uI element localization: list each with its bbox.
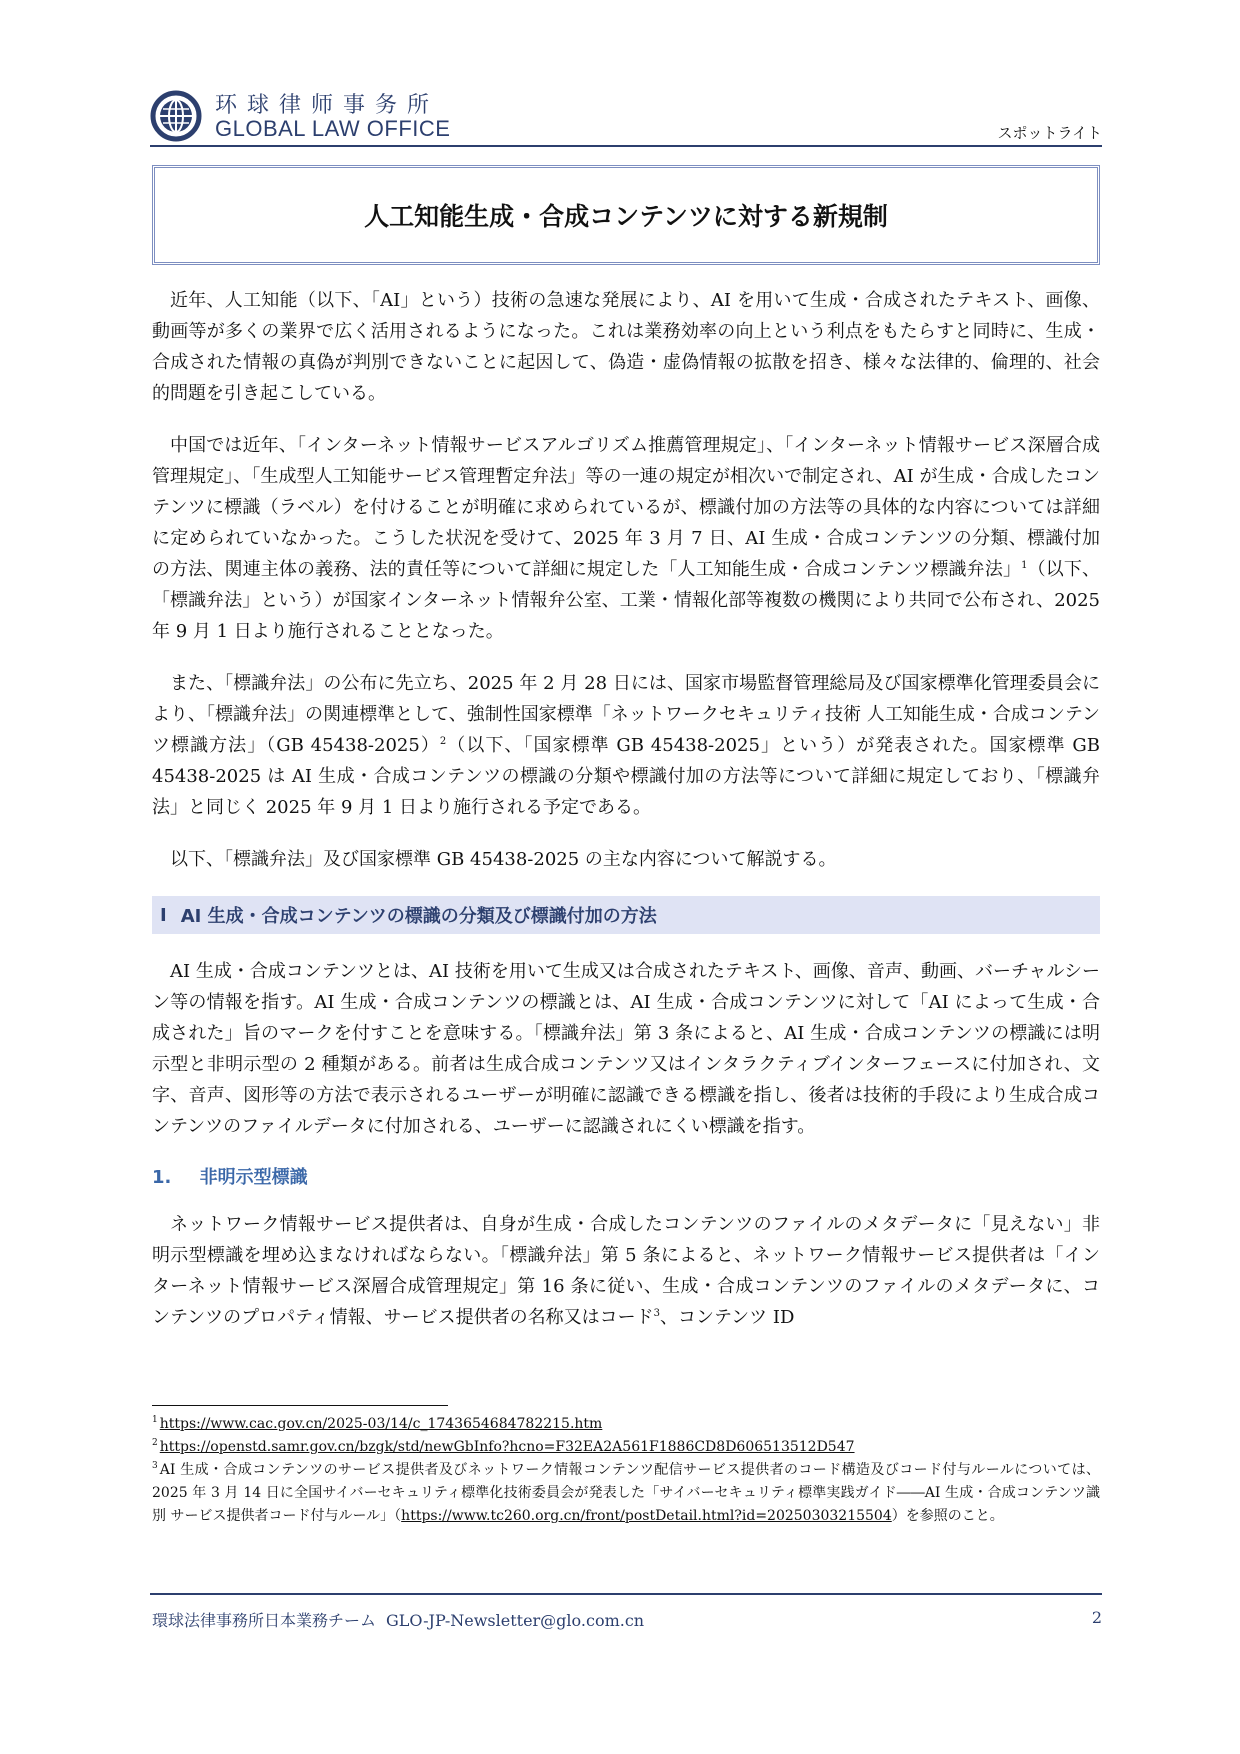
paragraph-text: また、「標識弁法」の公布に先立ち、2025 年 2 月 28 日には、国家市場監督管理総局及び国家標準化管理委員会により、「標識弁法」の関連標準として、強制性国家標準「ネットワークセキュリティ技術 人工知能生成・合成コンテンツ標識方法」（GB 45438-2025） — [152, 673, 1100, 756]
footnote-ref[interactable]: 1 — [1021, 560, 1028, 571]
footer-email[interactable]: GLO-JP-Newsletter@glo.com.cn — [386, 1611, 645, 1630]
globe-logo-icon — [150, 90, 202, 142]
footnote-text: AI 生成・合成コンテンツのサービス提供者及びネットワーク情報コンテンツ配信サービス提供者のコード構造及びコード付与ルールについては、2025 年 3 月 14 日に全国サイバーセキュリティ標準化技術委員会が発表した「サイバーセキュリティ標準実践ガイド――AI 生成・合成コンテンツ識別 サービス提供者コード付与ルール」（ — [152, 1462, 1100, 1524]
footnote-2 — [152, 1436, 1100, 1459]
paragraph-text: ネットワーク情報サービス提供者は、自身が生成・合成したコンテンツのファイルのメタデータに「見えない」非明示型標識を埋め込まなければならない。「標識弁法」第 5 条によると、ネットワーク情報サービス提供者は「インターネット情報サービス深層合成管理規定」第 16 条に従い、生成・合成コンテンツのファイルのメタデータに、コンテンツのプロパティ情報、サービス提供者の名称又はコード — [152, 1214, 1100, 1328]
footnote-text: ）を参照のこと。 — [891, 1508, 1004, 1524]
page-number: 2 — [1091, 1608, 1102, 1627]
paragraph-implicit-label — [152, 1209, 1100, 1333]
footer-contact — [152, 1608, 644, 1631]
footnote-link[interactable]: https://www.cac.gov.cn/2025-03/14/c_1743654684782215.htm — [159, 1416, 603, 1432]
footnote-ref[interactable]: 3 — [653, 1308, 661, 1319]
footnote-link[interactable]: https://openstd.samr.gov.cn/bzgk/std/newGbInfo?hcno=F32EA2A561F1886CD8D606513512D547 — [159, 1439, 855, 1455]
paragraph-definition: AI 生成・合成コンテンツとは、AI 技術を用いて生成又は合成されたテキスト、画像、音声、動画、バーチャルシーン等の情報を指す。AI 生成・合成コンテンツの標識とは、AI 生成・合成コンテンツに対して「AI によって生成・合成された」旨のマークを付すことを意味する。「標識弁法」第 3 条によると、AI 生成・合成コンテンツの標識には明示型と非明示型の 2 種類がある。前者は生成合成コンテンツ又はインタラクティブインターフェースに付加され、文字、音声、図形等の方法で表示されるユーザーが明確に認識できる標識を指し、後者は技術的手段により生成合成コンテンツのファイルデータに付加される、ユーザーに認識されにくい標識を指す。 — [152, 961, 1100, 1137]
footnote-3 — [152, 1459, 1100, 1528]
section-heading — [152, 896, 1100, 934]
subsection-number: 1. — [152, 1167, 172, 1188]
footer-team-name: 環球法律事務所日本業務チーム — [152, 1611, 377, 1630]
header-category-label: スポットライト — [997, 124, 1102, 142]
footer-divider — [150, 1593, 1102, 1595]
page-title: 人工知能生成・合成コンテンツに対する新規制 — [364, 202, 888, 231]
logo-english-name: GLOBAL LAW OFFICE — [215, 116, 451, 141]
header-divider — [150, 145, 1102, 147]
paragraph-intro: 近年、人工知能（以下、「AI」という）技術の急速な発展により、AI を用いて生成・合成されたテキスト、画像、動画等が多くの業界で広く活用されるようになった。これは業務効率の向上という利点をもたらすと同時に、生成・合成された情報の真偽が判別できないことに起因して、偽造・虚偽情報の拡散を招き、様々な法律的、倫理的、社会的問題を引き起こしている。 — [152, 290, 1100, 404]
footnote-number: 1 — [152, 1415, 158, 1426]
article-body — [152, 285, 1100, 1354]
subsection-title: 非明示型標識 — [199, 1167, 308, 1188]
paragraph-text: 中国では近年、「インターネット情報サービスアルゴリズム推薦管理規定」、「インターネット情報サービス深層合成管理規定」、「生成型人工知能サービス管理暫定弁法」等の一連の規定が相次いで制定され、AI が生成・合成したコンテンツに標識（ラベル）を付けることが明確に求められているが、標識付加の方法等の具体的な内容については詳細に定められていなかった。こうした状況を受けて、2025 年 3 月 7 日、AI 生成・合成コンテンツの分類、標識付加の方法、関連主体の義務、法的責任等について詳細に規定した「人工知能生成・合成コンテンツ標識弁法」 — [152, 435, 1100, 580]
footnote-link[interactable]: https://www.tc260.org.cn/front/postDetail.html?id=20250303215504 — [401, 1508, 892, 1524]
paragraph-standard — [152, 668, 1100, 823]
section-title: AI 生成・合成コンテンツの標識の分類及び標識付加の方法 — [180, 906, 657, 927]
logo-chinese-name: 环球律师事务所 — [215, 93, 440, 118]
footnote-1 — [152, 1413, 1100, 1436]
footnote-divider — [152, 1405, 448, 1406]
title-box — [152, 165, 1100, 265]
paragraph-text: （以下、「国家標準 GB 45438-2025」という）が発表された。国家標準 GB 45438-2025 は AI 生成・合成コンテンツの標識の分類や標識付加の方法等について詳細に規定しており、「標識弁法」と同じく 2025 年 9 月 1 日より施行される予定である。 — [152, 735, 1100, 818]
footnote-number: 3 — [152, 1461, 158, 1472]
paragraph-overview: 以下、「標識弁法」及び国家標準 GB 45438-2025 の主な内容について解説する。 — [170, 849, 837, 870]
footnote-number: 2 — [152, 1438, 158, 1449]
footnotes — [152, 1413, 1100, 1528]
paragraph-text: 、コンテンツ ID — [660, 1307, 795, 1328]
footnote-ref[interactable]: 2 — [439, 736, 447, 747]
section-number: I — [160, 904, 167, 926]
paragraph-text: （以下、「標識弁法」という）が国家インターネット情報弁公室、工業・情報化部等複数の機関により共同で公布され、2025 年 9 月 1 日より施行されることとなった。 — [152, 559, 1100, 642]
subsection-heading — [152, 1163, 1100, 1189]
paragraph-background — [152, 430, 1100, 647]
